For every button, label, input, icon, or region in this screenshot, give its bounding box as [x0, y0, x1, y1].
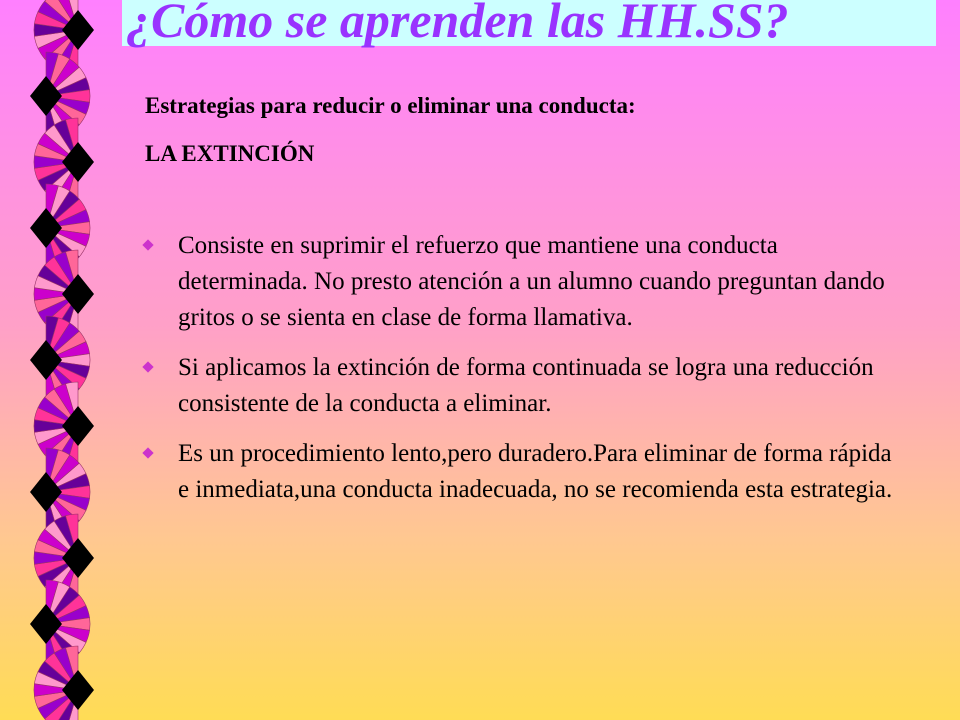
diamond-bullet-icon: [142, 239, 153, 250]
bullet-text: Si aplicamos la extinción de forma continuada se logra una reducción consistente de la conducta a eliminar.: [178, 354, 874, 417]
bullet-text: Consiste en suprimir el refuerzo que mantiene una conducta determinada. No presto atención a un alumno cuando preguntan dando gritos o se sienta en clase de forma llamativa.: [178, 232, 885, 331]
fan-icon: [34, 646, 94, 720]
fan-border-decoration: [0, 0, 130, 720]
section-heading: LA EXTINCIÓN: [145, 141, 315, 166]
diamond-bullet-icon: [142, 361, 153, 372]
bullet-item: [143, 228, 903, 336]
diamond-bullet-icon: [142, 447, 153, 458]
bullet-item: [143, 436, 903, 508]
bullet-item: [143, 350, 903, 422]
slide-title: ¿Cómo se aprenden las HH.SS?: [126, 0, 789, 48]
bullet-text: Es un procedimiento lento,pero duradero.Para eliminar de forma rápida e inmediata,una conducta inadecuada, no se recomienda esta estrategia.: [178, 440, 893, 503]
slide-subtitle: Estrategias para reducir o eliminar una conducta:: [145, 93, 636, 118]
bullet-list: [143, 228, 903, 522]
